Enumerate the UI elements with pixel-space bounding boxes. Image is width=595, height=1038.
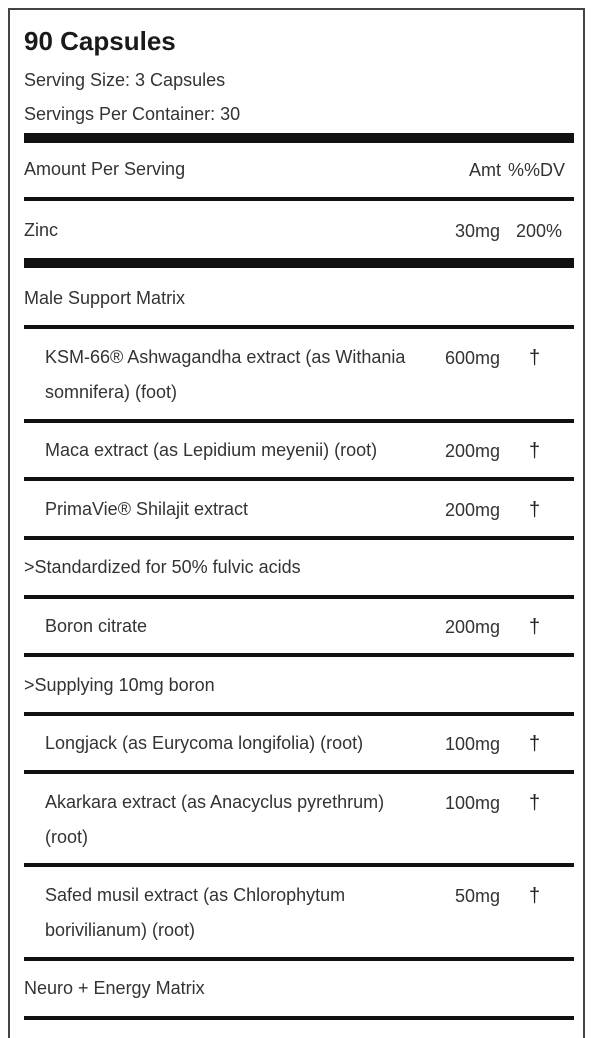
dagger-symbol: † <box>529 792 541 814</box>
dagger-symbol: † <box>529 347 541 369</box>
ingredient-name: KSM-66® Ashwagandha extract (as Withania somnifera) (foot) <box>45 347 406 402</box>
dagger-symbol: † <box>529 440 541 462</box>
thick-divider <box>24 133 574 143</box>
ingredient-amount: 200mg <box>444 500 500 520</box>
divider <box>24 1016 574 1020</box>
ingredient-dv: 200% <box>515 221 562 241</box>
label-title: 90 Capsules <box>24 26 176 56</box>
section-heading: Male Support Matrix <box>24 288 186 308</box>
ingredient-amount: 200mg <box>444 617 500 637</box>
thick-divider <box>24 258 574 268</box>
divider <box>24 653 574 657</box>
divider <box>24 595 574 599</box>
divider <box>24 419 574 423</box>
dagger-symbol: † <box>529 616 541 638</box>
ingredient-note: >Supplying 10mg boron <box>24 675 215 695</box>
ingredient-name: Akarkara extract (as Anacyclus pyrethrum) (root) <box>45 792 385 847</box>
dagger-symbol: † <box>529 733 541 755</box>
divider <box>24 197 574 201</box>
ingredient-name: Safed musil extract (as Chlorophytum borivilianum) (root) <box>45 885 346 940</box>
ingredient-amount: 50mg <box>454 886 500 906</box>
divider <box>24 536 574 540</box>
section-heading: Neuro + Energy Matrix <box>24 978 205 998</box>
servings-per-container: Servings Per Container: 30 <box>24 104 241 124</box>
amount-per-serving-label: Amount Per Serving <box>24 159 186 179</box>
ingredient-amount: 100mg <box>444 734 500 754</box>
amt-header: Amt <box>468 160 501 180</box>
dv-header: %%DV <box>507 160 565 180</box>
dagger-symbol: † <box>529 499 541 521</box>
ingredient-amount: 200mg <box>444 441 500 461</box>
serving-size: Serving Size: 3 Capsules <box>24 70 226 90</box>
ingredient-name: PrimaVie® Shilajit extract <box>45 499 249 519</box>
ingredient-name: Longjack (as Eurycoma longifolia) (root) <box>45 733 364 753</box>
ingredient-amount: 30mg <box>454 221 500 241</box>
dagger-symbol: † <box>529 885 541 907</box>
ingredient-amount: 600mg <box>444 348 500 368</box>
divider <box>24 477 574 481</box>
ingredient-note: >Standardized for 50% fulvic acids <box>24 557 301 577</box>
divider <box>24 325 574 329</box>
divider <box>24 957 574 961</box>
ingredient-amount: 100mg <box>444 793 500 813</box>
divider <box>24 712 574 716</box>
ingredient-name: Maca extract (as Lepidium meyenii) (root) <box>45 440 378 460</box>
ingredient-name: Zinc <box>24 220 59 240</box>
ingredient-name: Boron citrate <box>45 616 148 636</box>
divider <box>24 863 574 867</box>
divider <box>24 770 574 774</box>
